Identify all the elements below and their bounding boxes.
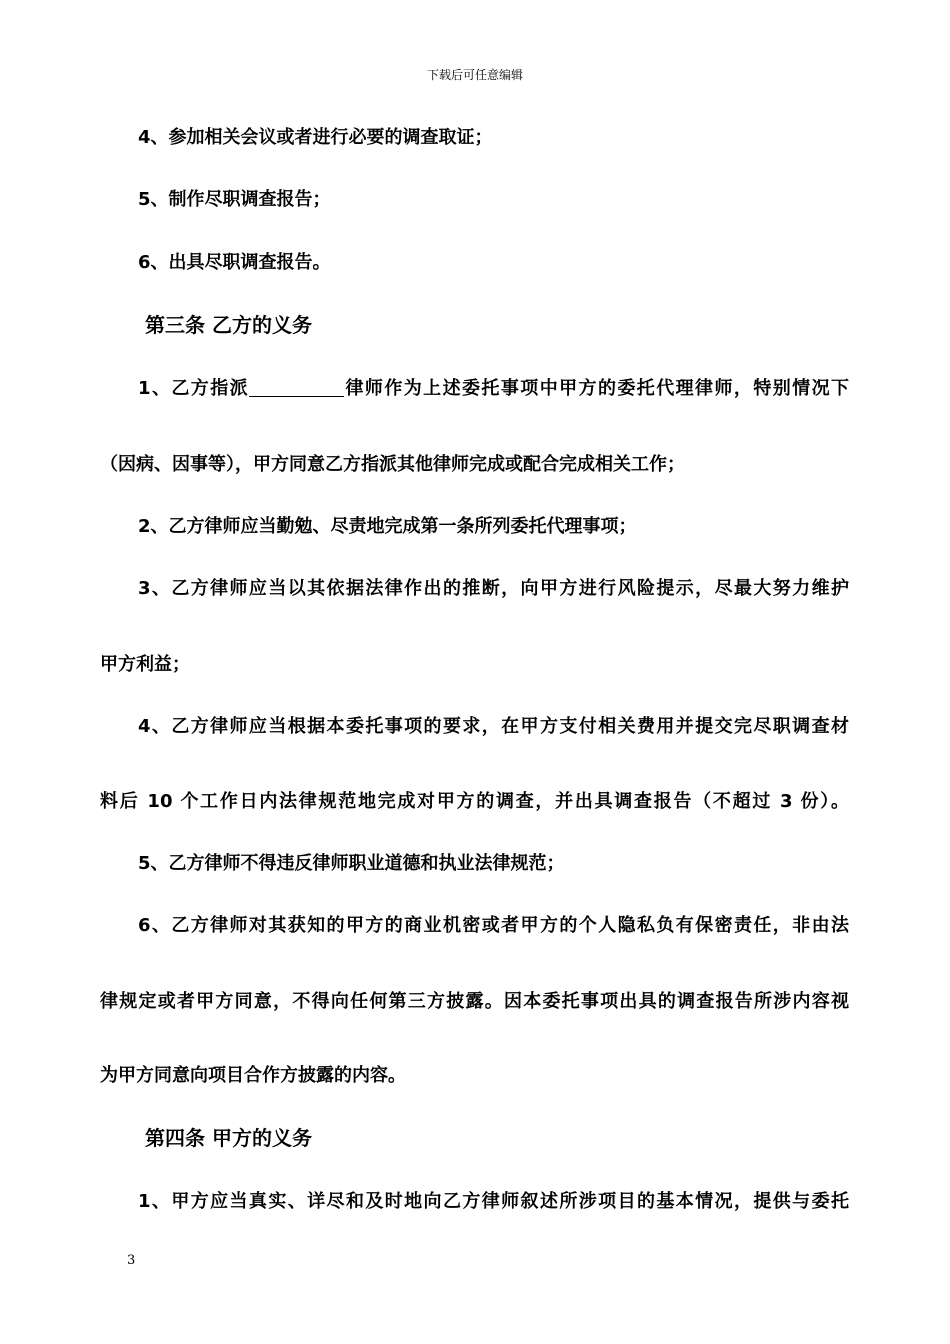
article-3-item-4-continuation: 料后 10 个工作日内法律规范地完成对甲方的调查，并出具调查报告（不超过 3 份）。 — [100, 791, 849, 812]
page-number: 3 — [127, 1253, 136, 1268]
article-3-item-5: 5、乙方律师不得违反律师职业道德和执业法律规范； — [138, 853, 565, 874]
article-4-heading: 第四条 甲方的义务 — [145, 1126, 312, 1150]
item-5-make-report: 5、制作尽职调查报告； — [138, 189, 331, 210]
article-3-item-1-continuation: （因病、因事等），甲方同意乙方指派其他律师完成或配合完成相关工作； — [100, 454, 685, 475]
article-3-item-4: 4、乙方律师应当根据本委托事项的要求，在甲方支付相关费用并提交完尽职调查材 — [138, 716, 849, 737]
item-4-investigation: 4、参加相关会议或者进行必要的调查取证； — [138, 127, 493, 148]
lawyer-name-blank — [249, 378, 344, 397]
article-3-item-2: 2、乙方律师应当勤勉、尽责地完成第一条所列委托代理事项； — [138, 516, 637, 537]
article-4-item-1: 1、甲方应当真实、详尽和及时地向乙方律师叙述所涉项目的基本情况，提供与委托 — [138, 1191, 849, 1212]
article-3-heading: 第三条 乙方的义务 — [145, 313, 312, 337]
article-3-item-3-continuation: 甲方利益； — [100, 654, 190, 675]
article-3-item-1-lead: 1、乙方指派 — [138, 378, 250, 399]
item-6-issue-report: 6、出具尽职调查报告。 — [138, 252, 331, 273]
article-3-item-1-rest: 律师作为上述委托事项中甲方的委托代理律师，特别情况下 — [344, 378, 850, 399]
article-3-item-1 — [138, 376, 849, 402]
article-3-item-6: 6、乙方律师对其获知的甲方的商业机密或者甲方的个人隐私负有保密责任，非由法 — [138, 915, 849, 936]
page-header: 下载后可任意编辑 — [426, 68, 523, 82]
article-3-item-3: 3、乙方律师应当以其依据法律作出的推断，向甲方进行风险提示，尽最大努力维护 — [138, 578, 849, 599]
article-3-item-6-continuation-2: 为甲方同意向项目合作方披露的内容。 — [100, 1065, 406, 1086]
article-3-item-6-continuation-1: 律规定或者甲方同意，不得向任何第三方披露。因本委托事项出具的调查报告所涉内容视 — [100, 991, 849, 1012]
